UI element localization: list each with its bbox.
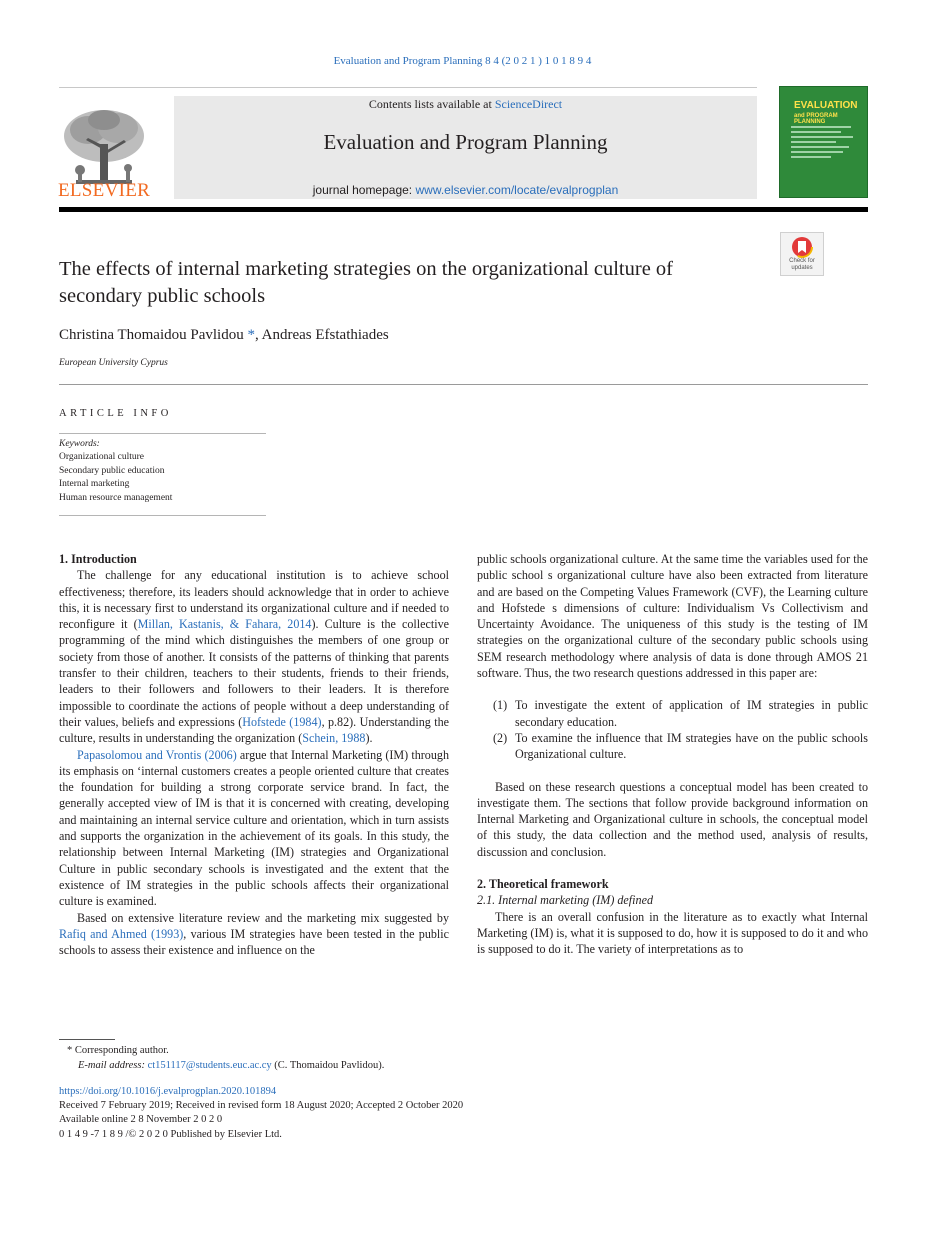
citation-link[interactable]: Papasolomou and Vrontis (2006) xyxy=(77,747,237,762)
journal-homepage-link[interactable]: www.elsevier.com/locate/evalprogplan xyxy=(415,183,619,197)
text-run: , p.82). Understanding the culture, results in understanding the organization ( xyxy=(59,714,449,746)
received-dates: Received 7 February 2019; Received in revised form 18 August 2020; Accepted 2 October 2020 xyxy=(59,1100,464,1112)
paragraph xyxy=(59,567,449,746)
keyword: Organizational culture xyxy=(59,452,145,463)
journal-homepage-line xyxy=(174,183,757,197)
subsection-heading: 2.1. Internal marketing (IM) defined xyxy=(477,893,653,908)
cover-subtitle: and PROGRAM PLANNING xyxy=(794,113,838,125)
list-number: (1) xyxy=(493,698,508,713)
text-run: ). Culture is the collective programming of the mind which distinguishes the members of one group or society from those of another. It consists of the patterns of thinking that parents transfer to their children, teachers to their students, friends to their friends, leaders to their followers and followers to their leaders. It is therefore impossible to coordinate the actions of people without a deep understanding of their values, beliefs and expressions ( xyxy=(59,617,449,729)
body-column-left xyxy=(59,551,449,958)
footnote-mark: * xyxy=(67,1045,73,1056)
paragraph-continued xyxy=(477,551,868,681)
author-separator: , xyxy=(254,327,262,343)
journal-reference[interactable]: Evaluation and Program Planning 8 4 (2 0 2 1 ) 1 0 1 8 9 4 xyxy=(333,55,592,67)
list-item xyxy=(477,697,868,730)
keywords-block xyxy=(59,438,172,505)
paragraph: Based on these research questions a conceptual model has been created to investigate them. The sections that follow provide background information on Internal Marketing and Organizational culture in schools, the conceptual model of this study, the data collection and the method used, analysis of results, discussion and conclusion. xyxy=(477,779,868,859)
citation-link[interactable]: Millan, Kastanis, & Fahara, 2014 xyxy=(137,617,312,632)
journal-title: Evaluation and Program Planning xyxy=(323,130,608,154)
body-column-right xyxy=(477,551,868,958)
copyright-line: 0 1 4 9 -7 1 8 9 /© 2 0 2 0 Published by Elsevier Ltd. xyxy=(59,1128,282,1140)
cover-text-lines xyxy=(791,126,861,186)
contents-available-line xyxy=(174,97,757,112)
spacer xyxy=(477,681,868,697)
check-for-updates-label: Check for updates xyxy=(789,258,815,271)
footnote-text: Corresponding author. xyxy=(74,1045,169,1056)
footnote-email xyxy=(59,1058,659,1073)
email-label: E-mail address: xyxy=(78,1060,148,1071)
homepage-prefix: journal homepage: xyxy=(312,183,416,197)
text-run: , various IM strategies have been tested in the public schools to assess their existence and influence on the xyxy=(59,926,449,958)
article-metadata xyxy=(59,1085,659,1142)
list-text: To investigate the extent of application of IM strategies in public secondary education. xyxy=(515,698,868,729)
article-info-divider xyxy=(59,433,266,434)
text-run: argue that Internal Marketing (IM) through its emphasis on ‘internal customers creates a people oriented culture that creates the foundation for building a strong corporate service brand. In fact, the generally accepted view of IM is that it is concerned with creating, developing and maintaining an internal service culture and orientation, which in turn assists and supports the organization in the achievement of its goals. In this study, the relationship between Internal Marketing (IM) strategies and Organizational Culture in public secondary schools is investigated and the extent that the existence of IM strategies in the public schools affects their organizational culture is examined. xyxy=(59,747,449,909)
text-run: The challenge for any educational institution is to achieve school effectiveness; therefore, its leaders should acknowledge that in order to achieve this, it is necessary first to understand its organizational culture and if needed to reconfigure it ( xyxy=(59,568,449,632)
text-run: Based on extensive literature review and the marketing mix suggested by xyxy=(77,910,449,925)
paragraph xyxy=(59,910,449,959)
keyword: Human resource management xyxy=(59,492,173,503)
bookmark-icon xyxy=(790,236,814,258)
citation-link[interactable]: Rafiq and Ahmed (1993) xyxy=(59,926,184,941)
paragraph: There is an overall confusion in the literature as to exactly what Internal Marketing (IM) is, what it is supposed to do, how it is supposed to do it and who is supposed to do it. The variety of interpretations as to xyxy=(477,909,868,957)
article-info-heading: ARTICLE INFO xyxy=(59,408,172,419)
sciencedirect-link[interactable]: ScienceDirect xyxy=(494,97,563,111)
keyword: Secondary public education xyxy=(59,465,165,476)
author-name[interactable]: Christina Thomaidou Pavlidou xyxy=(59,327,244,343)
email-link[interactable]: ct151117@students.euc.ac.cy xyxy=(147,1060,272,1071)
footnote-rule xyxy=(59,1039,115,1040)
text-run: ). xyxy=(365,731,373,746)
cover-title: EVALUATION xyxy=(794,100,858,111)
footnote-block xyxy=(59,1043,659,1073)
corresponding-author-mark[interactable]: * xyxy=(247,327,255,343)
keywords-label: Keywords: xyxy=(59,439,100,449)
list-number: (2) xyxy=(493,730,508,745)
header-thick-rule xyxy=(59,207,868,212)
list-text: To examine the influence that IM strategies have on the public schools Organizational culture. xyxy=(515,730,868,762)
section-heading: 2. Theoretical framework xyxy=(477,877,609,892)
footnote-corresponding xyxy=(59,1043,659,1058)
title-divider xyxy=(59,384,868,385)
citation-link[interactable]: Hofstede (1984) xyxy=(242,714,322,729)
spacer xyxy=(477,763,868,779)
article-title: The effects of internal marketing strategies on the organizational culture of secondary public schools xyxy=(59,258,674,307)
author-affiliation: European University Cyprus xyxy=(59,358,168,368)
spacer xyxy=(477,860,868,876)
list-item xyxy=(477,730,868,763)
paragraph xyxy=(59,747,449,910)
author-name[interactable]: Andreas Efstathiades xyxy=(261,327,389,343)
section-heading: 1. Introduction xyxy=(59,552,137,566)
available-online: Available online 2 8 November 2 0 2 0 xyxy=(59,1114,223,1126)
author-list xyxy=(59,327,389,344)
keywords-divider xyxy=(59,515,266,516)
contents-prefix: Contents lists available at xyxy=(368,97,495,111)
header-divider xyxy=(59,87,757,88)
text-run: public schools organizational culture. At the same time the variables used for the public school s organizational culture have also been extracted from literature and are based on the Competing Values Framework (CVF), the Learning culture and Hofstede s dimensions of culture: Individualism Vs Collectivism and Uncertainty Avoidance. The uniqueness of this study is the testing of IM strategies on the organizational culture of the secondary public schools using SEM research methodology where analysis of data is done through AMOS 21 software. Thus, the two research questions addressed in this paper are: xyxy=(477,552,868,681)
doi-link[interactable]: https://doi.org/10.1016/j.evalprogplan.2020.101894 xyxy=(59,1086,277,1097)
keyword: Internal marketing xyxy=(59,479,130,490)
elsevier-wordmark: ELSEVIER xyxy=(58,180,151,201)
email-suffix: (C. Thomaidou Pavlidou). xyxy=(271,1060,385,1071)
citation-link[interactable]: Schein, 1988 xyxy=(302,731,366,746)
